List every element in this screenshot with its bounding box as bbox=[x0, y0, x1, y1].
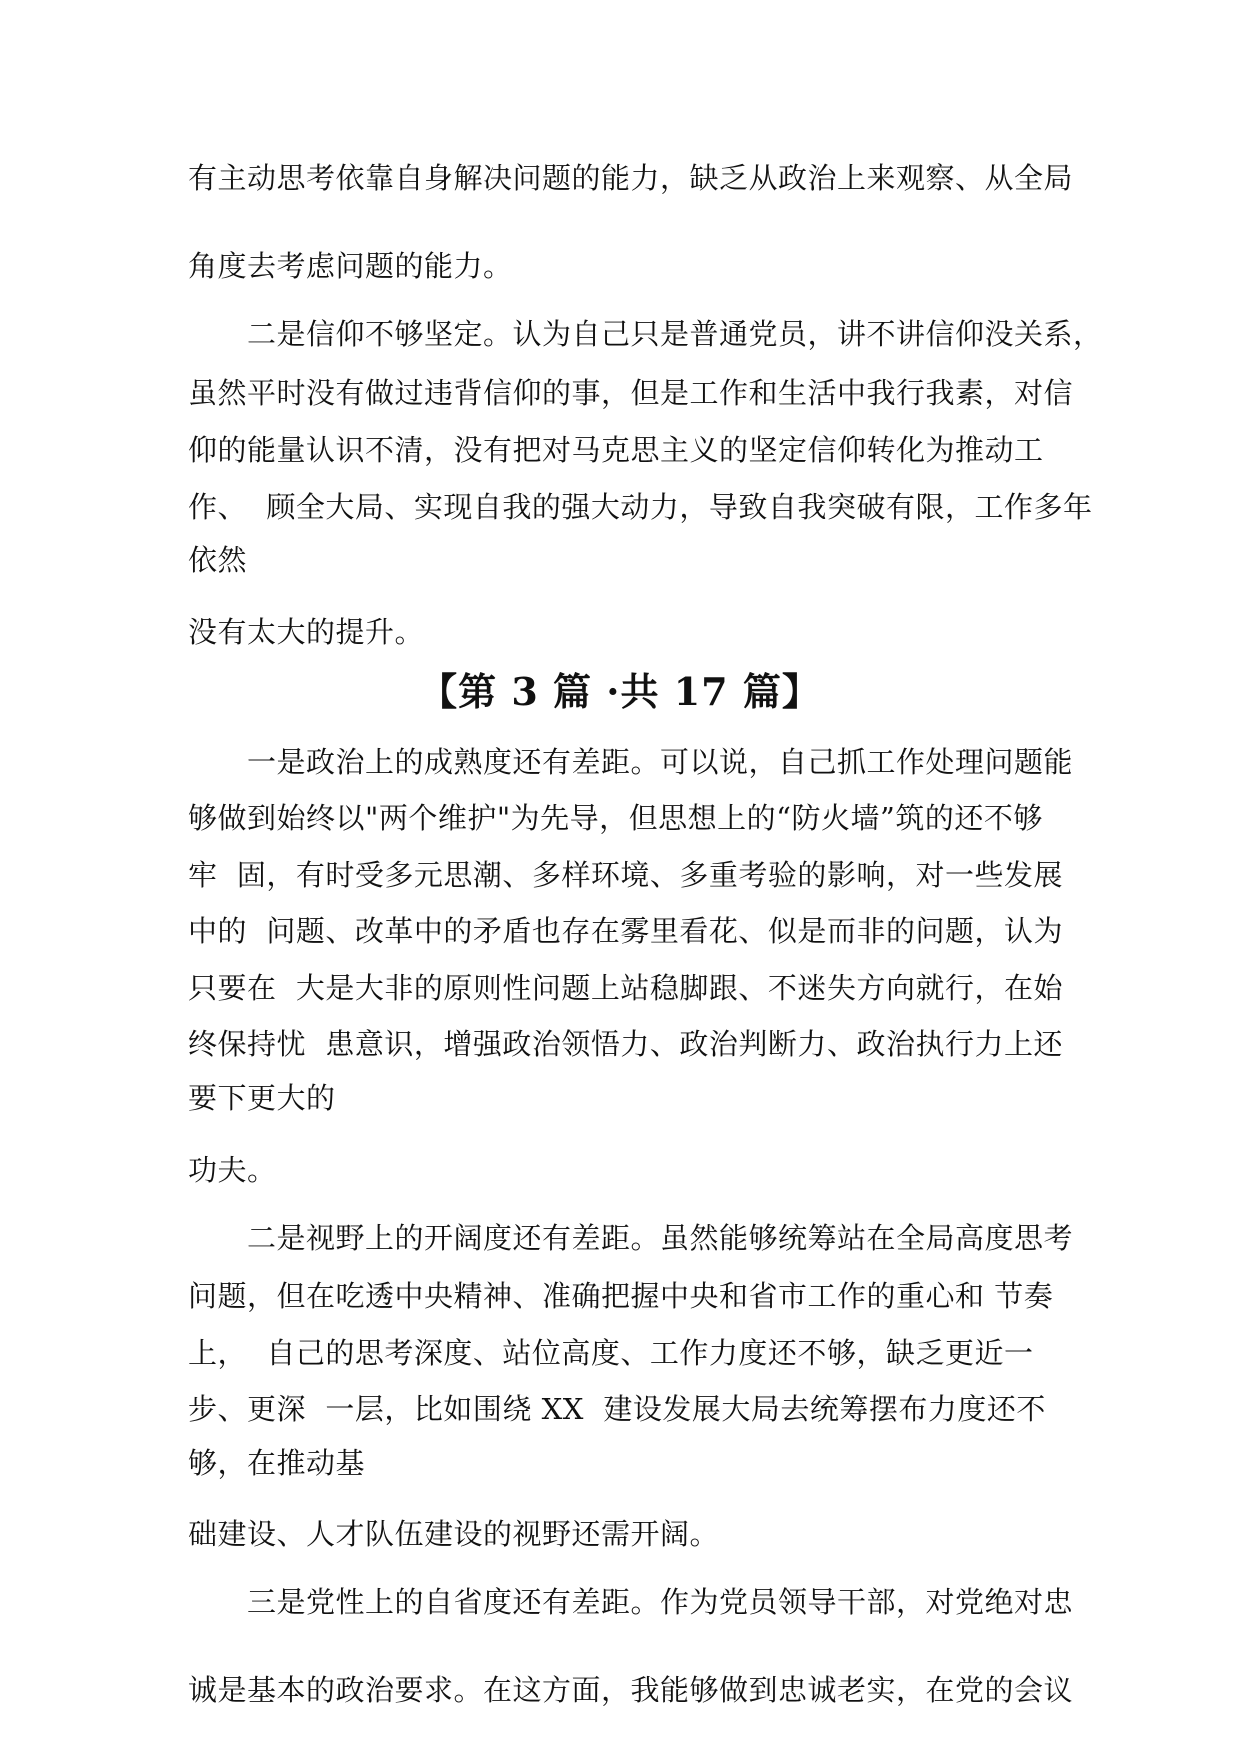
text-line: 仰的能量认识不清，没有把对马克思主义的坚定信仰转化为推动工 bbox=[188, 433, 1044, 467]
paragraph-start: 二是视野上的开阔度还有差距。虽然能够统筹站在全局高度思考 bbox=[188, 1221, 1074, 1255]
text-line: 角度去考虑问题的能力。 bbox=[188, 249, 513, 283]
text-line: 依然 bbox=[188, 543, 248, 577]
section-heading: 【第 3 篇 ·共 17 篇】 bbox=[419, 669, 821, 714]
text-line: 问题，但在吃透中央精神、准确把握中央和省市工作的重心和 节奏 bbox=[188, 1279, 1054, 1313]
text-line: 终保持忧 患意识，增强政治领悟力、政治判断力、政治执行力上还 bbox=[188, 1027, 1063, 1061]
text-line: 虽然平时没有做过违背信仰的事，但是工作和生活中我行我素，对信 bbox=[188, 376, 1074, 410]
paragraph-start: 一是政治上的成熟度还有差距。可以说，自己抓工作处理问题能 bbox=[188, 745, 1074, 779]
text-line: 只要在 大是大非的原则性问题上站稳脚跟、不迷失方向就行，在始 bbox=[188, 971, 1063, 1005]
text-line: 要下更大的 bbox=[188, 1081, 336, 1115]
text-line: 作、 顾全大局、实现自我的强大动力，导致自我突破有限，工作多年 bbox=[188, 490, 1093, 524]
text-line: 础建设、人才队伍建设的视野还需开阔。 bbox=[188, 1517, 720, 1551]
text-line: 有主动思考依靠自身解决问题的能力，缺乏从政治上来观察、从全局 bbox=[188, 161, 1074, 195]
paragraph-start: 二是信仰不够坚定。认为自己只是普通党员，讲不讲信仰没关系， bbox=[188, 317, 1103, 351]
text-line: 牢 固，有时受多元思潮、多样环境、多重考验的影响，对一些发展 bbox=[188, 858, 1063, 892]
text-line: 够，在推动基 bbox=[188, 1446, 366, 1480]
text-line: 上， 自己的思考深度、站位高度、工作力度还不够，缺乏更近一 bbox=[188, 1336, 1034, 1370]
text-line: 够做到始终以"两个维护"为先导，但思想上的“防火墙”筑的还不够 bbox=[188, 801, 1043, 835]
paragraph-start: 三是党性上的自省度还有差距。作为党员领导干部，对党绝对忠 bbox=[188, 1585, 1074, 1619]
text-line: 没有太大的提升。 bbox=[188, 615, 425, 649]
text-line: 中的 问题、改革中的矛盾也存在雾里看花、似是而非的问题，认为 bbox=[188, 914, 1063, 948]
text-line: 诚是基本的政治要求。在这方面，我能够做到忠诚老实，在党的会议 bbox=[188, 1673, 1074, 1707]
text-line: 步、更深 一层，比如围绕 XX 建设发展大局去统筹摆布力度还不 bbox=[188, 1392, 1046, 1426]
text-line: 功夫。 bbox=[188, 1153, 277, 1187]
